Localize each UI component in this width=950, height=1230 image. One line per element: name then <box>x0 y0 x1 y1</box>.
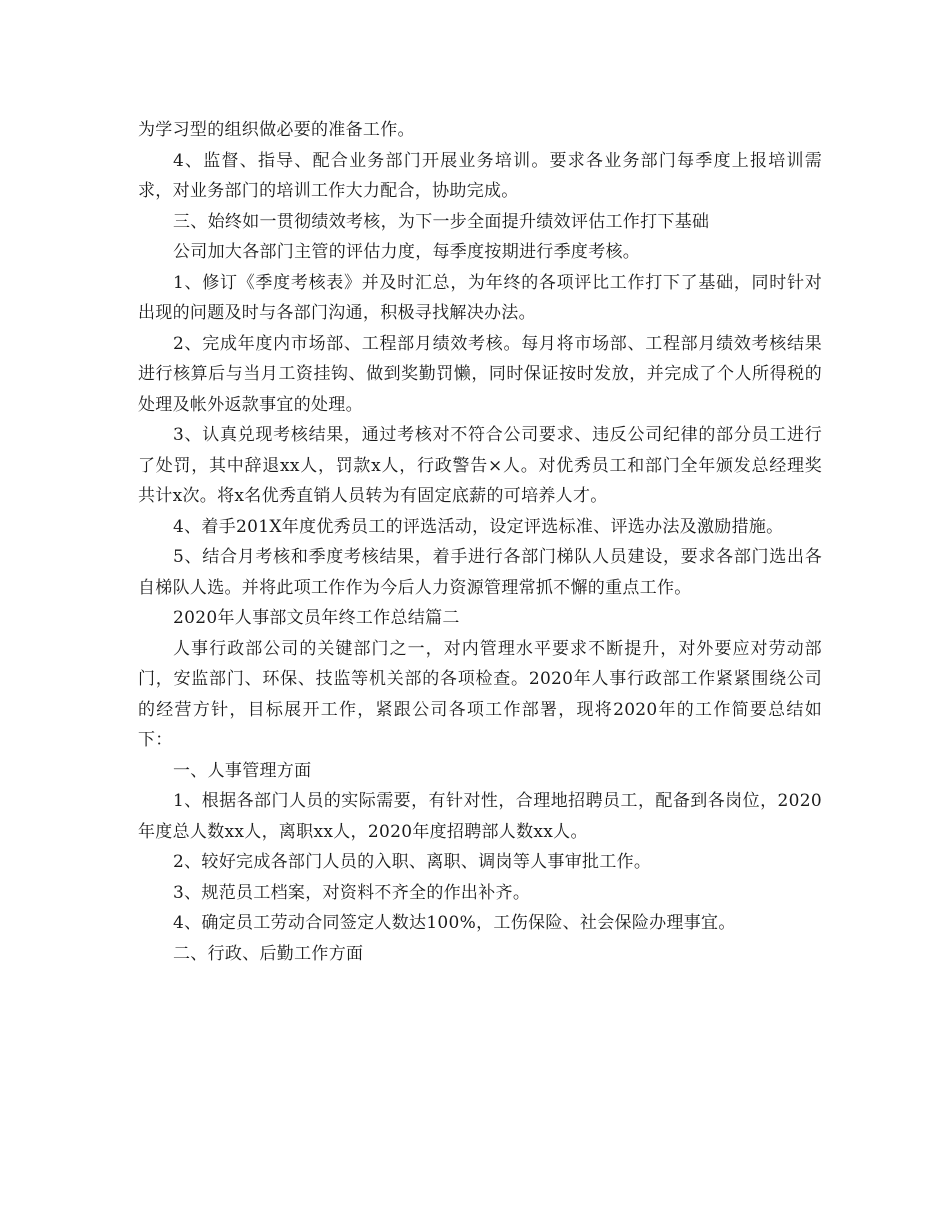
paragraph: 3、规范员工档案，对资料不齐全的作出补齐。 <box>173 882 531 903</box>
paragraph: 3、认真兑现考核结果，通过考核对不符合公司要求、违反公司纪律的部分员工进行了处罚，其中辞退xx人，罚款x人，行政警告×人。对优秀员工和部门全年颁发总经理奖共计x次。将x名优秀直销人员转为有固定底薪的可培养人才。 <box>138 425 822 506</box>
section-heading: 三、始终如一贯彻绩效考核，为下一步全面提升绩效评估工作打下基础 <box>173 211 710 232</box>
paragraph: 为学习型的组织做必要的准备工作。 <box>138 120 415 140</box>
paragraph: 2、较好完成各部门人员的入职、离职、调岗等人事审批工作。 <box>173 852 652 872</box>
paragraph: 1、修订《季度考核表》并及时汇总，为年终的各项评比工作打下了基础，同时针对出现的问题及时与各部门沟通，积极寻找解决办法。 <box>138 272 822 323</box>
paragraph: 5、结合月考核和季度考核结果，着手进行各部门梯队人员建设，要求各部门选出各自梯队人选。并将此项工作作为今后人力资源管理常抓不懈的重点工作。 <box>138 547 822 598</box>
paragraph: 1、根据各部门人员的实际需要，有针对性，合理地招聘员工，配备到各岗位，2020年度总人数xx人，离职xx人，2020年度招聘部人数xx人。 <box>138 791 822 842</box>
section-heading: 二、行政、后勤工作方面 <box>173 943 364 964</box>
document-subtitle: 2020年人事部文员年终工作总结篇二 <box>173 608 460 628</box>
paragraph: 4、着手201X年度优秀员工的评选活动，设定评选标准、评选办法及激励措施。 <box>173 516 784 537</box>
paragraph: 2、完成年度内市场部、工程部月绩效考核。每月将市场部、工程部月绩效考核结果进行核算后与当月工资挂钩、做到奖勤罚懒，同时保证按时发放，并完成了个人所得税的处理及帐外返款事宜的处理。 <box>138 333 822 415</box>
document-body <box>138 115 822 969</box>
paragraph: 公司加大各部门主管的评估力度，每季度按期进行季度考核。 <box>173 242 641 262</box>
section-heading: 一、人事管理方面 <box>173 760 312 781</box>
paragraph: 4、监督、指导、配合业务部门开展业务培训。要求各业务部门每季度上报培训需求，对业务部门的培训工作大力配合，协助完成。 <box>138 150 822 201</box>
paragraph: 人事行政部公司的关键部门之一，对内管理水平要求不断提升，对外要应对劳动部门，安监部门、环保、技监等机关部的各项检查。2020年人事行政部工作紧紧围绕公司的经营方针，目标展开工作，紧跟公司各项工作部署，现将2020年的工作简要总结如下： <box>138 638 822 750</box>
paragraph: 4、确定员工劳动合同签定人数达100%，工伤保险、社会保险办理事宜。 <box>173 913 736 933</box>
